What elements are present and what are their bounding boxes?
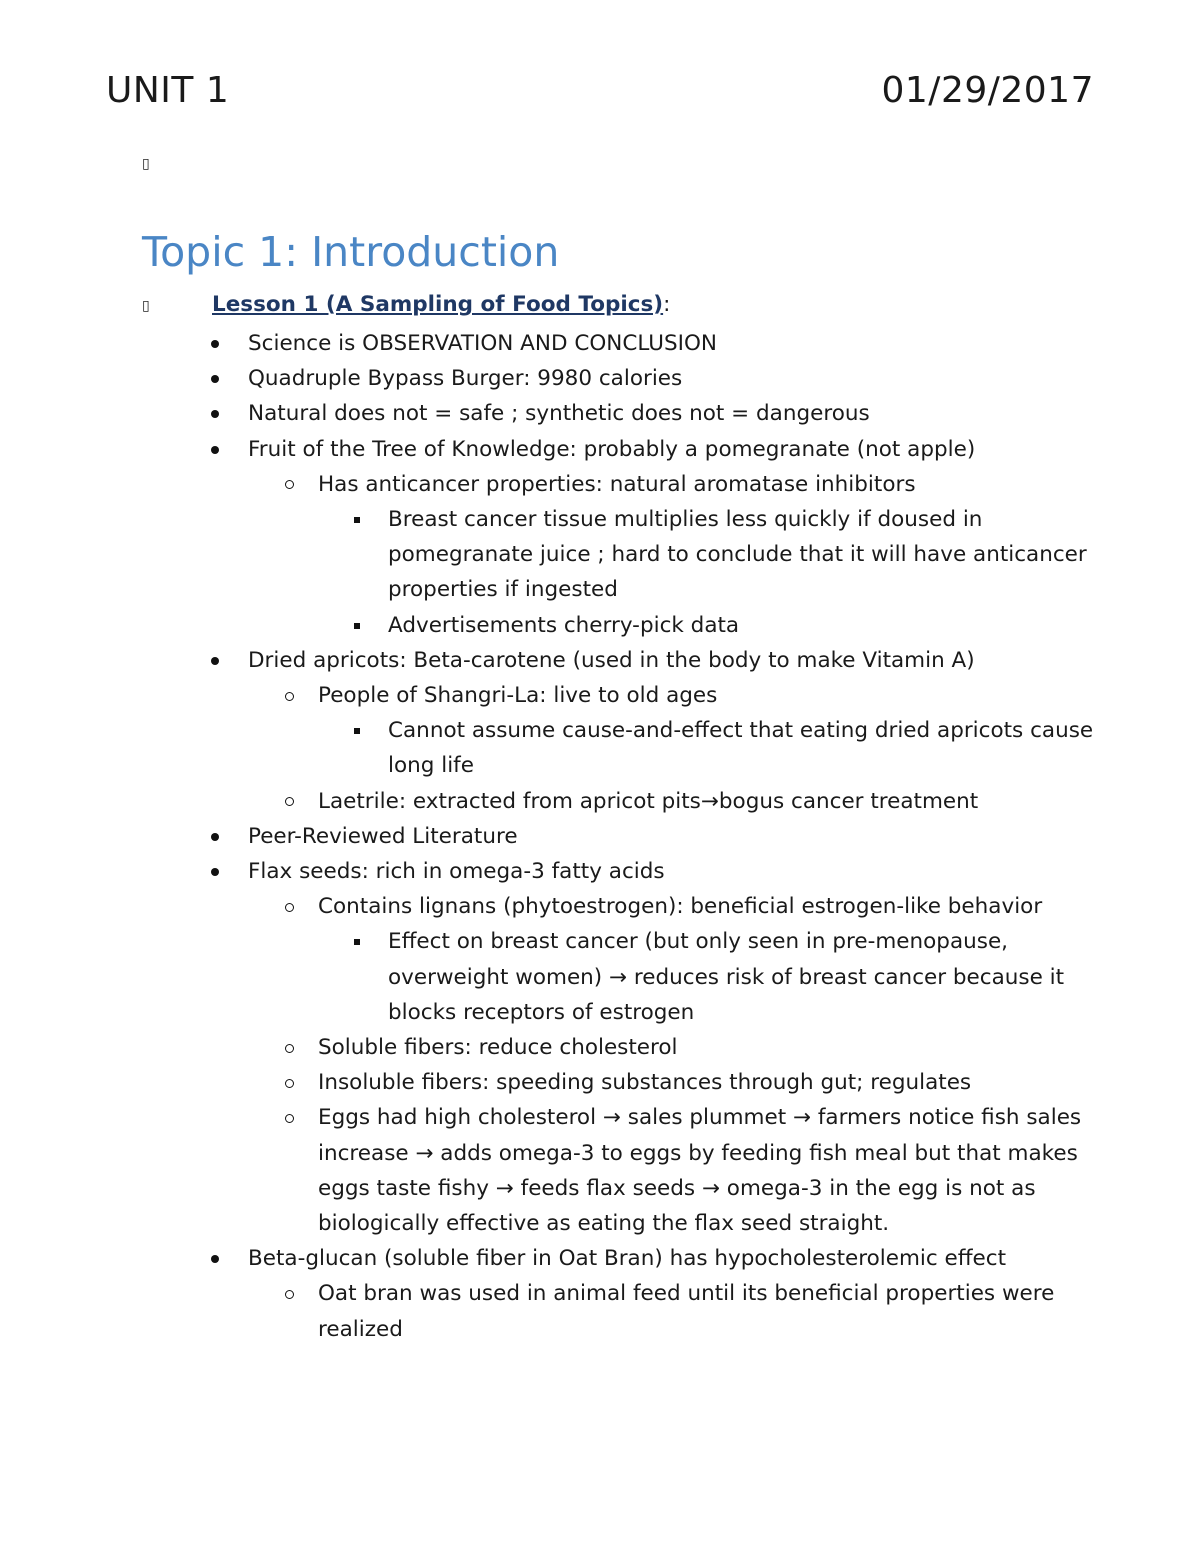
bullet-square-icon xyxy=(350,608,364,643)
date-heading: 01/29/2017 xyxy=(881,70,1094,111)
list-item xyxy=(0,608,1118,643)
bullet-dot-icon xyxy=(208,361,222,396)
list-item-text: Quadruple Bypass Burger: 9980 calories xyxy=(248,366,683,392)
bullet-circle-icon xyxy=(282,889,296,924)
list-item xyxy=(0,1065,1118,1100)
bullet-square-icon xyxy=(350,502,364,537)
bullet-circle-icon xyxy=(282,467,296,502)
list-item-text: Has anticancer properties: natural aromatase inhibitors xyxy=(318,471,916,497)
list-item-text: People of Shangri-La: live to old ages xyxy=(318,683,718,709)
bullet-circle-icon xyxy=(282,678,296,713)
list-item xyxy=(0,678,1118,713)
bullet-dot-icon xyxy=(208,854,222,889)
bullet-square-icon xyxy=(350,924,364,959)
list-item-text: Cannot assume cause-and-effect that eating dried apricots cause long life xyxy=(388,718,1094,779)
lesson-heading xyxy=(212,292,670,317)
bullet-circle-icon xyxy=(282,1276,296,1311)
list-item xyxy=(0,467,1118,502)
bullet-dot-icon xyxy=(208,326,222,361)
list-item-text: Advertisements cherry-pick data xyxy=(388,612,740,638)
list-item xyxy=(0,924,1118,1030)
list-item xyxy=(0,361,1118,396)
bullet-dot-icon xyxy=(208,432,222,467)
list-item-text: Contains lignans (phytoestrogen): beneficial estrogen-like behavior xyxy=(318,894,1043,920)
list-item xyxy=(0,432,1118,467)
lesson-title: Lesson 1 (A Sampling of Food Topics) xyxy=(212,292,664,317)
bullet-dot-icon xyxy=(208,819,222,854)
lesson-suffix: : xyxy=(663,292,671,317)
list-item xyxy=(0,502,1118,608)
list-item-text: Breast cancer tissue multiplies less quickly if doused in pomegranate juice ; hard to conclude that it will have anticancer properties if ingested xyxy=(388,507,1087,603)
list-item-text: Dried apricots: Beta-carotene (used in the body to make Vitamin A) xyxy=(248,647,975,673)
bullet-circle-icon xyxy=(282,1030,296,1065)
missing-glyph-icon: ▯ xyxy=(142,156,150,172)
list-item xyxy=(0,819,1118,854)
list-item-text: Flax seeds: rich in omega-3 fatty acids xyxy=(248,859,665,885)
list-item-text: Soluble fibers: reduce cholesterol xyxy=(318,1035,678,1061)
bullet-dot-icon xyxy=(208,396,222,431)
bullet-circle-icon xyxy=(282,784,296,819)
list-item xyxy=(0,326,1118,361)
list-item-text: Natural does not = safe ; synthetic does not = dangerous xyxy=(248,401,870,427)
list-item-text: Beta-glucan (soluble fiber in Oat Bran) has hypocholesterolemic effect xyxy=(248,1246,1007,1272)
bullet-square-icon xyxy=(350,713,364,748)
list-item xyxy=(0,396,1118,431)
list-item-text: Laetrile: extracted from apricot pits→bogus cancer treatment xyxy=(318,788,979,814)
bullet-circle-icon xyxy=(282,1100,296,1135)
list-item xyxy=(0,854,1118,889)
list-item xyxy=(0,1030,1118,1065)
bullet-dot-icon xyxy=(208,1241,222,1276)
list-item-text: Fruit of the Tree of Knowledge: probably a pomegranate (not apple) xyxy=(248,436,976,462)
list-item-text: Insoluble fibers: speeding substances through gut; regulates xyxy=(318,1070,972,1096)
list-item xyxy=(0,784,1118,819)
missing-glyph-icon: ▯ xyxy=(142,298,150,314)
list-item xyxy=(0,1276,1118,1346)
list-item xyxy=(0,889,1118,924)
list-item-text: Effect on breast cancer (but only seen in pre-menopause, overweight women) → reduces risk of breast cancer because it blocks receptors of estrogen xyxy=(388,929,1065,1025)
topic-title: Topic 1: Introduction xyxy=(142,228,560,276)
list-item xyxy=(0,1100,1118,1241)
bullet-dot-icon xyxy=(208,643,222,678)
bullet-circle-icon xyxy=(282,1065,296,1100)
notes-list xyxy=(0,326,1200,1347)
list-item-text: Oat bran was used in animal feed until its beneficial properties were realized xyxy=(318,1281,1055,1342)
list-item xyxy=(0,643,1118,678)
unit-heading: UNIT 1 xyxy=(106,70,230,111)
list-item-text: Peer-Reviewed Literature xyxy=(248,823,518,849)
list-item xyxy=(0,1241,1118,1276)
list-item-text: Science is OBSERVATION AND CONCLUSION xyxy=(248,331,718,356)
list-item xyxy=(0,713,1118,783)
list-item-text: Eggs had high cholesterol → sales plummet → farmers notice fish sales increase → adds omega-3 to eggs by feeding fish meal but that makes eggs taste fishy → feeds flax seeds → omega-3 in the egg is not as biologically effective as eating the flax seed straight. xyxy=(318,1105,1082,1237)
